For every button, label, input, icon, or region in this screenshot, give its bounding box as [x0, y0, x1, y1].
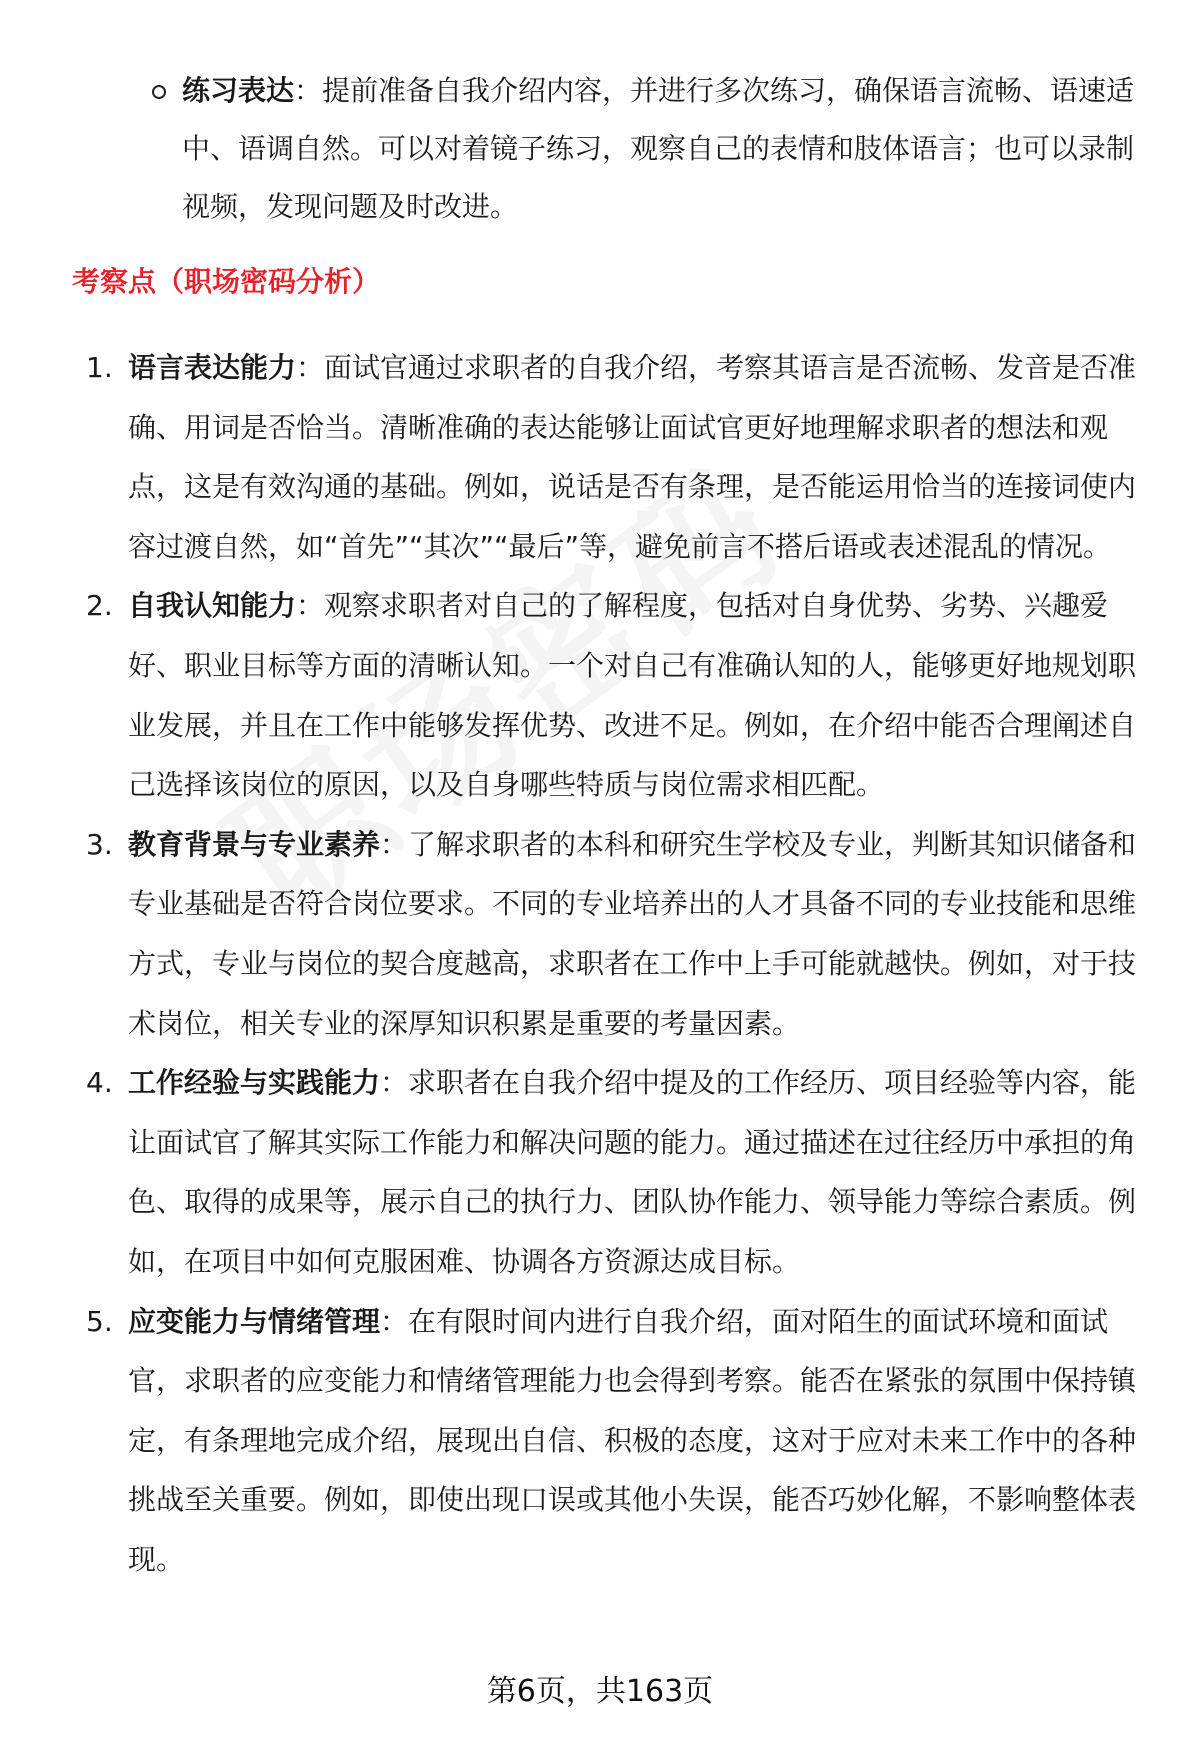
tips-bullet-list [152, 62, 1142, 236]
bullet-separator: ： [294, 74, 323, 107]
item-number: 1. [86, 351, 113, 384]
list-item [72, 576, 1144, 814]
item-text: 求职者在自我介绍中提及的工作经历、项目经验等内容，能让面试官了解其实际工作能力和解决问题的能力。通过描述在过往经历中承担的角色、取得的成果等，展示自己的执行力、团队协作能力、领导能力等综合素质。例如，在项目中如何克服困难、协调各方资源达成目标。 [128, 1066, 1137, 1278]
item-separator: ： [380, 827, 409, 861]
list-item [72, 815, 1144, 1053]
item-number: 4. [86, 1066, 113, 1100]
item-text: 了解求职者的本科和研究生学校及专业，判断其知识储备和专业基础是否符合岗位要求。不同的专业培养出的人才具备不同的专业技能和思维方式，专业与岗位的契合度越高，求职者在工作中上手可能就越快。例如，对于技术岗位，相关专业的深厚知识积累是重要的考量因素。 [128, 827, 1137, 1040]
list-item [72, 338, 1144, 576]
item-lead: 自我认知能力 [128, 589, 297, 623]
item-lead: 应变能力与情绪管理 [128, 1304, 381, 1338]
item-separator: ： [296, 589, 325, 623]
bullet-item-practice [152, 62, 1142, 236]
item-separator: ： [380, 1304, 409, 1338]
list-item [72, 1053, 1144, 1291]
section-heading: 考察点（职场密码分析） [72, 265, 381, 298]
item-number: 3. [86, 827, 113, 861]
item-text: 面试官通过求职者的自我介绍，考察其语言是否流畅、发音是否准确、用词是否恰当。清晰准确的表达能够让面试官更好地理解求职者的想法和观点，这是有效沟通的基础。例如，说话是否有条理，是否能运用恰当的连接词使内容过渡自然，如“首先”“其次”“最后”等，避免前言不搭后语或表述混乱的情况。 [128, 351, 1137, 563]
item-separator: ： [380, 1066, 409, 1100]
item-lead: 语言表达能力 [128, 351, 297, 384]
page-footer: 第6页，共163页 [486, 1674, 714, 1709]
bullet-text: 提前准备自我介绍内容，并进行多次练习，确保语言流畅、语速适中、语调自然。可以对着镜子练习，观察自己的表情和肢体语言；也可以录制视频，发现问题及时改进。 [182, 74, 1135, 223]
item-text: 观察求职者对自己的了解程度，包括对自身优势、劣势、兴趣爱好、职业目标等方面的清晰认知。一个对自己有准确认知的人，能够更好地规划职业发展，并且在工作中能够发挥优势、改进不足。例如，在介绍中能否合理阐述自己选择该岗位的原因，以及自身哪些特质与岗位需求相匹配。 [128, 589, 1137, 802]
hollow-circle-bullet-icon [152, 85, 166, 99]
item-number: 5. [86, 1304, 113, 1338]
list-item [72, 1292, 1144, 1590]
bullet-lead: 练习表达 [182, 74, 295, 107]
assessment-points-list [72, 338, 1144, 1589]
item-separator: ： [296, 351, 325, 384]
item-lead: 教育背景与专业素养 [128, 827, 381, 861]
item-text: 在有限时间内进行自我介绍，面对陌生的面试环境和面试官，求职者的应变能力和情绪管理能力也会得到考察。能否在紧张的氛围中保持镇定，有条理地完成介绍，展现出自信、积极的态度，这对于应对未来工作中的各种挑战至关重要。例如，即使出现口误或其他小失误，能否巧妙化解，不影响整体表现。 [128, 1304, 1137, 1576]
item-number: 2. [86, 589, 113, 623]
item-lead: 工作经验与实践能力 [128, 1066, 381, 1100]
